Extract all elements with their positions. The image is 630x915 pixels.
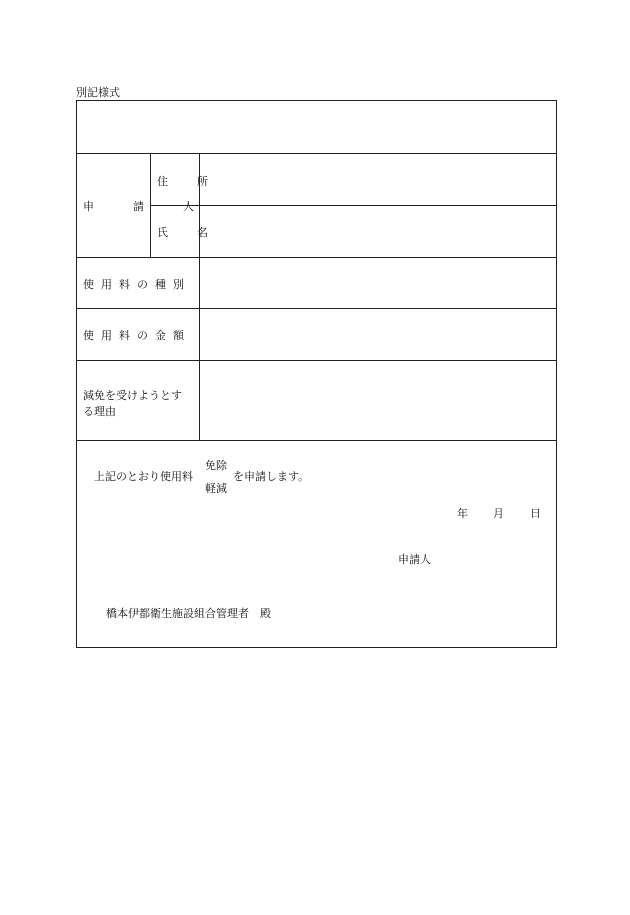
fee-amount-label: 使用料の金額 — [83, 329, 191, 342]
name-field[interactable] — [200, 206, 556, 257]
declaration-suffix: を申請します。 — [233, 470, 310, 483]
reason-label-line1: 減免を受けようとす — [83, 389, 182, 402]
reason-label-line2: る理由 — [83, 405, 116, 418]
date-day-label: 日 — [530, 507, 541, 520]
declaration-prefix: 上記のとおり使用料 — [94, 470, 193, 483]
exemption-option: 免除 — [205, 459, 227, 472]
reduction-option: 軽減 — [205, 482, 227, 495]
applicant-label: 申 請 人 — [83, 200, 208, 213]
divider — [77, 440, 556, 441]
addressee: 橋本伊都衛生施設組合管理者 殿 — [106, 607, 271, 620]
address-field[interactable] — [200, 154, 556, 205]
date-month-label: 月 — [493, 507, 504, 520]
form-title: 別記様式 — [76, 86, 120, 99]
signer-label: 申請人 — [398, 553, 431, 566]
date-year-label: 年 — [457, 507, 468, 520]
reason-field[interactable] — [200, 361, 556, 440]
top-blank-area[interactable] — [77, 101, 556, 153]
fee-type-field[interactable] — [200, 258, 556, 308]
fee-amount-field[interactable] — [200, 309, 556, 360]
application-form — [76, 100, 557, 648]
name-label: 氏 名 — [157, 226, 217, 239]
fee-type-label: 使用料の種別 — [83, 278, 191, 291]
address-label: 住 所 — [157, 175, 217, 188]
